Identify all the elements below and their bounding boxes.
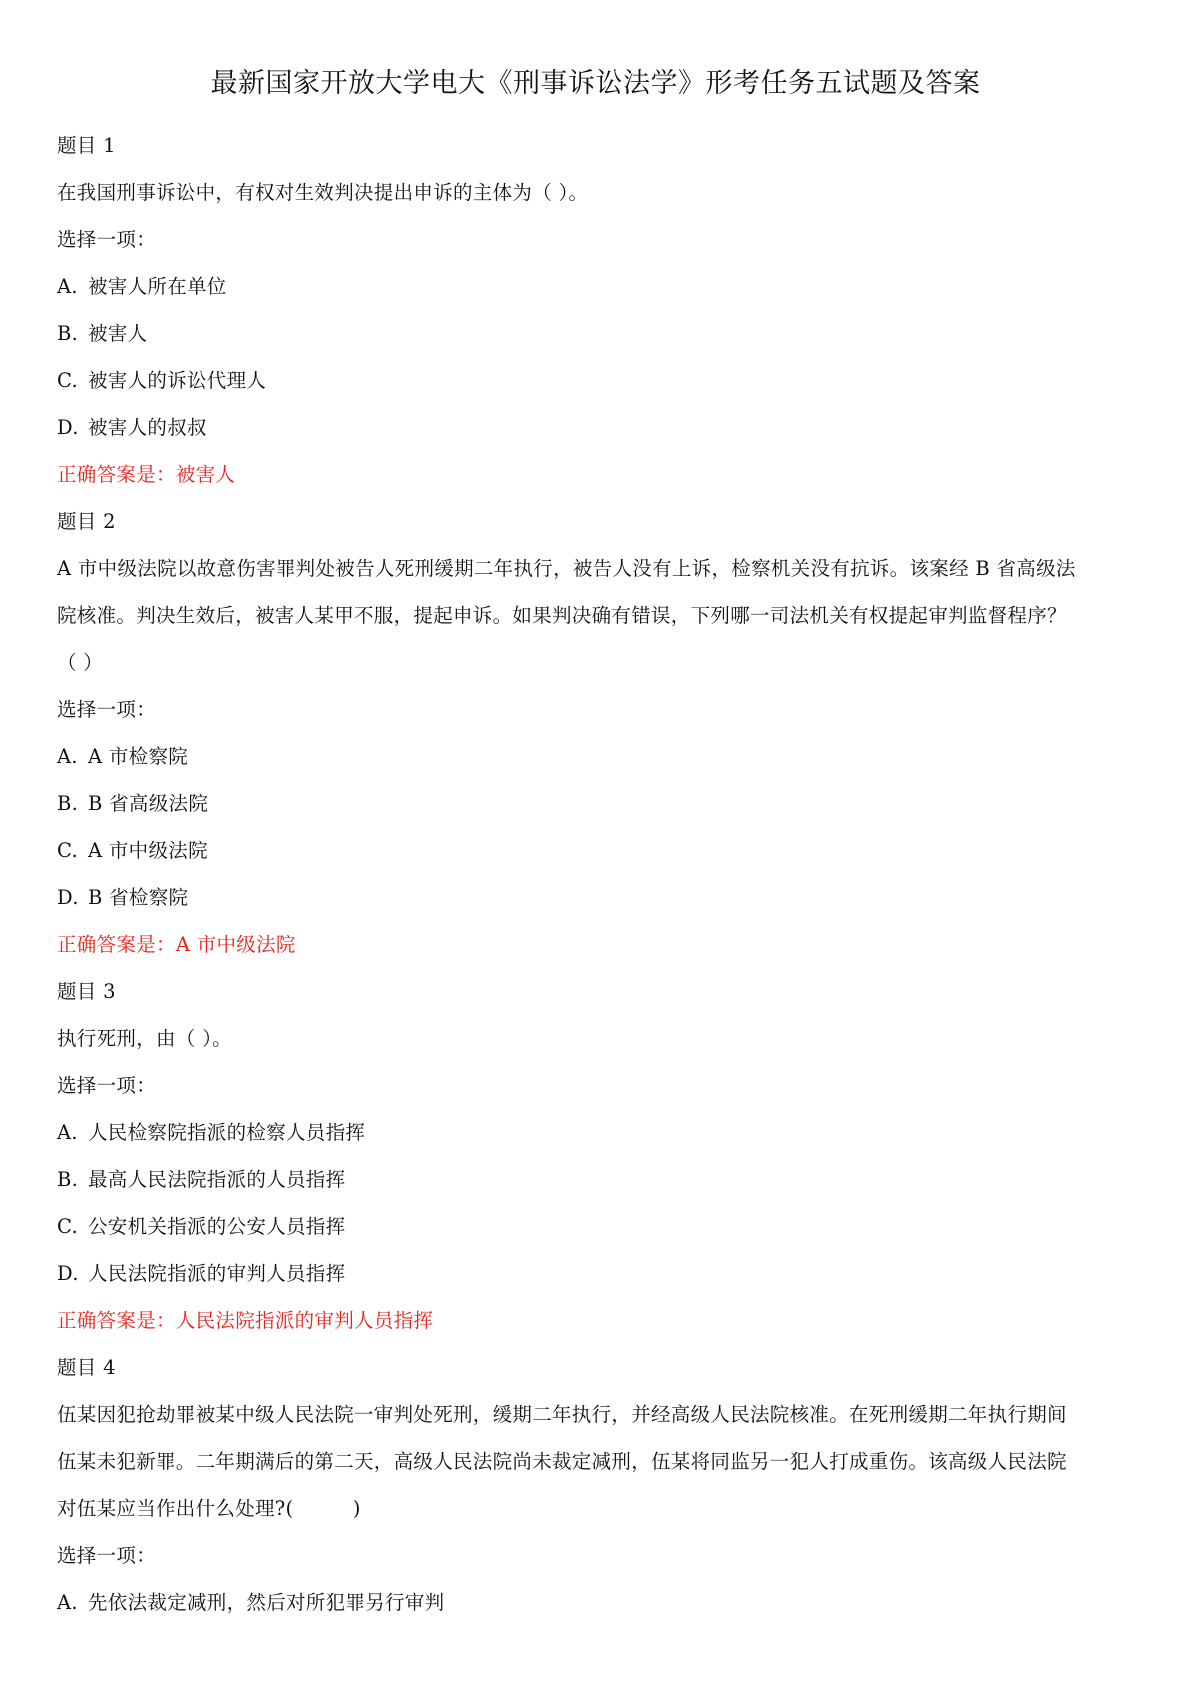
option-letter: C. [57, 369, 79, 392]
option-d [57, 874, 1137, 921]
option-a [57, 1109, 1137, 1156]
option-letter: C. [57, 839, 79, 862]
option-a [57, 733, 1137, 780]
question-text-line: A 市中级法院以故意伤害罪判处被告人死刑缓期二年执行，被告人没有上诉，检察机关没有抗诉。该案经 B 省高级法 [57, 557, 1076, 580]
question-text-line: 院核准。判决生效后，被害人某甲不服，提起申诉。如果判决确有错误，下列哪一司法机关有权提起审判监督程序？ [57, 604, 1067, 627]
correct-answer [57, 451, 1137, 498]
option-letter: D. [57, 886, 79, 909]
answer-prefix: 正确答案是： [57, 933, 176, 956]
option-letter: B. [57, 1168, 79, 1191]
question-text: 在我国刑事诉讼中，有权对生效判决提出申诉的主体为（ ）。 [57, 181, 589, 204]
option-c [57, 827, 1137, 874]
answer-text: 人民法院指派的审判人员指挥 [175, 1309, 434, 1332]
option-letter: D. [57, 416, 79, 439]
answer-text: 被害人 [175, 463, 236, 486]
option-text: B 省检察院 [88, 886, 189, 909]
question-text: 执行死刑，由（ ）。 [57, 1027, 232, 1050]
option-c [57, 357, 1137, 404]
option-letter: B. [57, 322, 79, 345]
select-one-label: 选择一项： [57, 1074, 157, 1097]
option-b [57, 780, 1137, 827]
question-text-line: （ ） [57, 651, 104, 674]
option-text: 最高人民法院指派的人员指挥 [88, 1168, 346, 1191]
select-one-label: 选择一项： [57, 228, 157, 251]
question-label: 题目 2 [57, 510, 116, 533]
option-text: A 市中级法院 [88, 839, 208, 862]
option-letter: B. [57, 792, 79, 815]
option-text: B 省高级法院 [88, 792, 209, 815]
option-text: 被害人的诉讼代理人 [88, 369, 267, 392]
option-text: 被害人 [88, 322, 148, 345]
answer-text: A 市中级法院 [175, 933, 296, 956]
question-text-line: 对伍某应当作出什么处理?( ) [57, 1497, 361, 1520]
question-list [57, 122, 1137, 1626]
question-label: 题目 1 [57, 134, 116, 157]
option-letter: A. [57, 1121, 78, 1144]
option-a [57, 263, 1137, 310]
option-letter: C. [57, 1215, 79, 1238]
document-title: 最新国家开放大学电大《刑事诉讼法学》形考任务五试题及答案 [210, 68, 981, 99]
answer-prefix: 正确答案是： [57, 463, 176, 486]
option-d [57, 1250, 1137, 1297]
correct-answer [57, 1297, 1137, 1344]
question-text-line: 伍某未犯新罪。二年期满后的第二天，高级人民法院尚未裁定减刑，伍某将同监另一犯人打成重伤。该高级人民法院 [57, 1450, 1067, 1473]
correct-answer [57, 921, 1137, 968]
question-label: 题目 4 [57, 1356, 116, 1379]
option-letter: A. [57, 1591, 78, 1614]
option-text: 公安机关指派的公安人员指挥 [88, 1215, 346, 1238]
question-label: 题目 3 [57, 980, 116, 1003]
question-text-line: 伍某因犯抢劫罪被某中级人民法院一审判处死刑，缓期二年执行，并经高级人民法院核准。在死刑缓期二年执行期间 [57, 1403, 1067, 1426]
option-a [57, 1579, 1137, 1626]
option-text: 被害人所在单位 [88, 275, 227, 298]
option-text: 人民法院指派的审判人员指挥 [88, 1262, 346, 1285]
option-text: 人民检察院指派的检察人员指挥 [88, 1121, 366, 1144]
option-text: A 市检察院 [88, 745, 189, 768]
option-letter: A. [57, 275, 78, 298]
select-one-label: 选择一项： [57, 698, 157, 721]
option-letter: D. [57, 1262, 79, 1285]
option-c [57, 1203, 1137, 1250]
answer-prefix: 正确答案是： [57, 1309, 176, 1332]
option-letter: A. [57, 745, 78, 768]
option-b [57, 310, 1137, 357]
option-text: 被害人的叔叔 [88, 416, 207, 439]
option-text: 先依法裁定减刑，然后对所犯罪另行审判 [88, 1591, 445, 1614]
option-b [57, 1156, 1137, 1203]
select-one-label: 选择一项： [57, 1544, 157, 1567]
option-d [57, 404, 1137, 451]
